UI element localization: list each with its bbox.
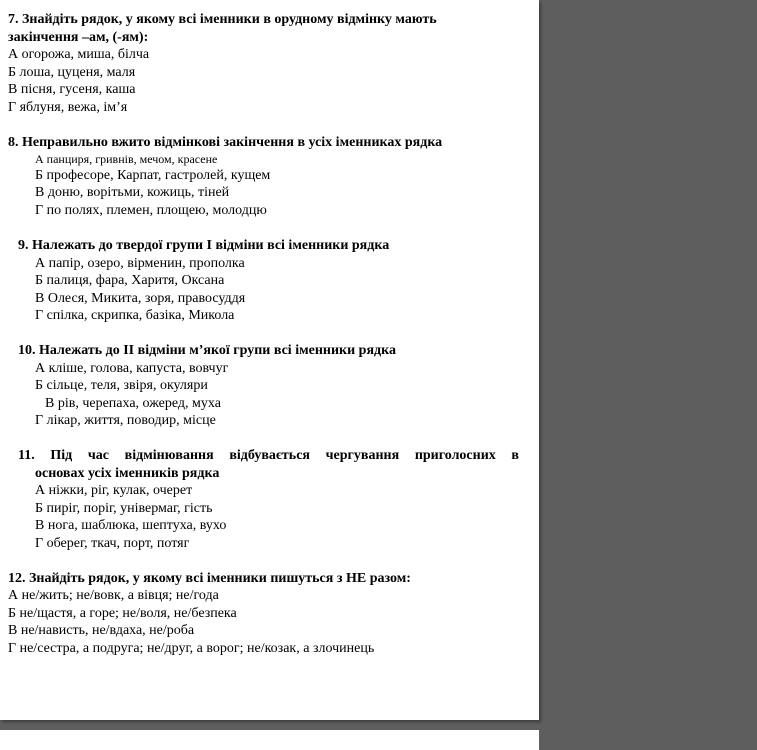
q11-option-d: Г оберег, ткач, порт, потяг	[35, 536, 190, 551]
q12-option-a: А не/жить; не/вовк, а вівця; не/года	[8, 588, 219, 603]
q8-option-c: В доню, ворітьми, кожиць, тіней	[35, 185, 230, 200]
q8-option-d: Г по полях, племен, площею, молодцю	[35, 203, 267, 218]
q12-option-d: Г не/сестра, а подруга; не/друг, а ворог; не/козак, а злочинець	[8, 641, 375, 656]
q12-option-c: В не/нависть, не/вдаха, не/роба	[8, 623, 195, 638]
q10-option-a: А кліше, голова, капуста, вовчуг	[35, 361, 229, 376]
q10-option-c: В рів, черепаха, ожеред, муха	[45, 396, 221, 411]
q7-title-line2: закінчення –ам, (-ям):	[8, 30, 149, 45]
q10-option-b: Б сільце, теля, звіря, окуляри	[35, 378, 208, 393]
q7-option-a: А огорожа, миша, білча	[8, 47, 150, 62]
q7-option-c: В пісня, гусеня, каша	[8, 82, 136, 97]
q8-option-b: Б професоре, Карпат, гастролей, кущем	[35, 168, 271, 183]
q12-option-b: Б не/щастя, а горе; не/воля, не/безпека	[8, 606, 237, 621]
q10-option-d: Г лікар, життя, поводир, місце	[35, 413, 216, 428]
q11-option-b: Б пиріг, поріг, універмаг, гість	[35, 501, 213, 516]
q11-title-line1: 11. Під час відмінювання відбувається чергування приголосних в	[18, 448, 519, 463]
q9-option-d: Г спілка, скрипка, базіка, Микола	[35, 308, 235, 323]
q7-option-b: Б лоша, цуценя, маля	[8, 65, 136, 80]
q10-title: 10. Належать до ІІ відміни м’якої групи всі іменники рядка	[18, 343, 396, 358]
q11-title-line2: основах усіх іменників рядка	[35, 466, 220, 481]
q8-title: 8. Неправильно вжито відмінкові закінчення в усіх іменниках рядка	[8, 135, 443, 150]
q9-title: 9. Належать до твердої групи І відміни всі іменники рядка	[18, 238, 390, 253]
q9-option-a: А папір, озеро, вірменин, прополка	[35, 256, 245, 271]
q7-title-line1: 7. Знайдіть рядок, у якому всі іменники в орудному відмінку мають	[8, 12, 437, 27]
q8-option-a: А панциря, гривнів, мечом, красене	[35, 152, 218, 166]
q12-title: 12. Знайдіть рядок, у якому всі іменники пишуться з НЕ разом:	[8, 571, 411, 586]
q9-option-c: В Олеся, Микита, зоря, правосуддя	[35, 291, 246, 306]
q9-option-b: Б палиця, фара, Харитя, Оксана	[35, 273, 225, 288]
q11-option-c: В нога, шаблюка, шептуха, вухо	[35, 518, 227, 533]
q7-option-d: Г яблуня, вежа, ім’я	[8, 100, 128, 115]
q11-option-a: А ніжки, ріг, кулак, очерет	[35, 483, 193, 498]
next-page-edge	[0, 730, 539, 750]
